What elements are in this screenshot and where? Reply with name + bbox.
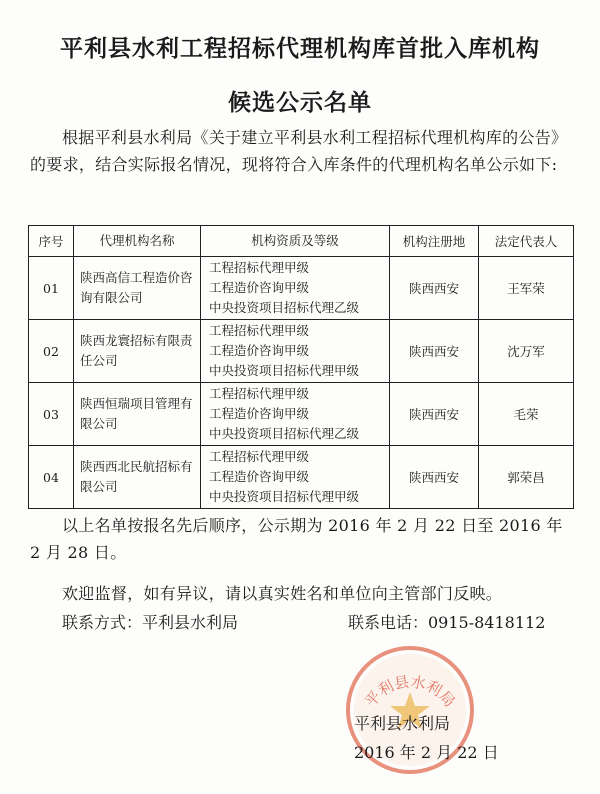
table-row [29, 383, 574, 446]
row-place: 陕西西安 [390, 257, 479, 320]
header-name: 代理机构名称 [74, 226, 201, 257]
contact-method: 联系方式：平利县水利局 [62, 613, 239, 632]
supervision-paragraph: 欢迎监督，如有异议，请以真实姓名和单位向主管部门反映。 [62, 584, 503, 603]
row-no: 03 [29, 383, 74, 446]
document-title-line-2: 候选公示名单 [228, 90, 372, 116]
table-row [29, 320, 574, 383]
intro-paragraph: 根据平利县水利局《关于建立平利县水利工程招标代理机构库的公告》的要求，结合实际报名情况，现将符合入库条件的代理机构名单公示如下: [30, 128, 568, 174]
header-qualification: 机构资质及等级 [201, 226, 390, 257]
row-rep: 郭荣昌 [479, 446, 574, 509]
row-rep: 王军荣 [479, 257, 574, 320]
row-place: 陕西西安 [390, 383, 479, 446]
qualification-line: 工程造价咨询甲级 [209, 469, 310, 484]
row-rep: 毛荣 [479, 383, 574, 446]
qualification-line: 中央投资项目招标代理乙级 [209, 300, 360, 315]
row-no: 04 [29, 446, 74, 509]
row-name: 陕西西北民航招标有限公司 [74, 446, 201, 509]
table-row [29, 446, 574, 509]
row-place: 陕西西安 [390, 446, 479, 509]
qualification-line: 工程造价咨询甲级 [209, 343, 310, 358]
contact-phone: 联系电话：0915-8418112 [348, 613, 546, 632]
qualification-line: 工程造价咨询甲级 [209, 406, 310, 421]
qualification-line: 工程招标代理甲级 [209, 449, 310, 464]
table-header-row [29, 226, 574, 257]
qualification-line: 工程招标代理甲级 [209, 323, 310, 338]
table-row [29, 257, 574, 320]
header-no: 序号 [29, 226, 74, 257]
qualification-line: 工程造价咨询甲级 [209, 280, 310, 295]
document-title-line-1: 平利县水利工程招标代理机构库首批入库机构 [60, 36, 540, 62]
agency-table [28, 225, 574, 509]
signature-date: 2016 年 2 月 22 日 [354, 743, 499, 762]
row-name: 陕西恒瑞项目管理有限公司 [74, 383, 201, 446]
seal-text: 平利县水利局 [361, 672, 459, 711]
row-qualifications [201, 320, 390, 383]
row-qualifications [201, 446, 390, 509]
row-no: 02 [29, 320, 74, 383]
qualification-line: 工程招标代理甲级 [209, 260, 310, 275]
header-place: 机构注册地 [390, 226, 479, 257]
row-qualifications [201, 257, 390, 320]
qualification-line: 中央投资项目招标代理甲级 [209, 363, 360, 378]
row-name: 陕西高信工程造价咨询有限公司 [74, 257, 201, 320]
notice-period-paragraph: 以上名单按报名先后顺序，公示期为 2016 年 2 月 22 日至 2016 年 2 月 28 日。 [30, 516, 563, 562]
header-rep: 法定代表人 [479, 226, 574, 257]
signature-organization: 平利县水利局 [354, 714, 451, 733]
row-rep: 沈万军 [479, 320, 574, 383]
qualification-line: 工程招标代理甲级 [209, 386, 310, 401]
row-place: 陕西西安 [390, 320, 479, 383]
qualification-line: 中央投资项目招标代理甲级 [209, 489, 360, 504]
qualification-line: 中央投资项目招标代理乙级 [209, 426, 360, 441]
row-qualifications [201, 383, 390, 446]
row-name: 陕西龙寰招标有限责任公司 [74, 320, 201, 383]
row-no: 01 [29, 257, 74, 320]
